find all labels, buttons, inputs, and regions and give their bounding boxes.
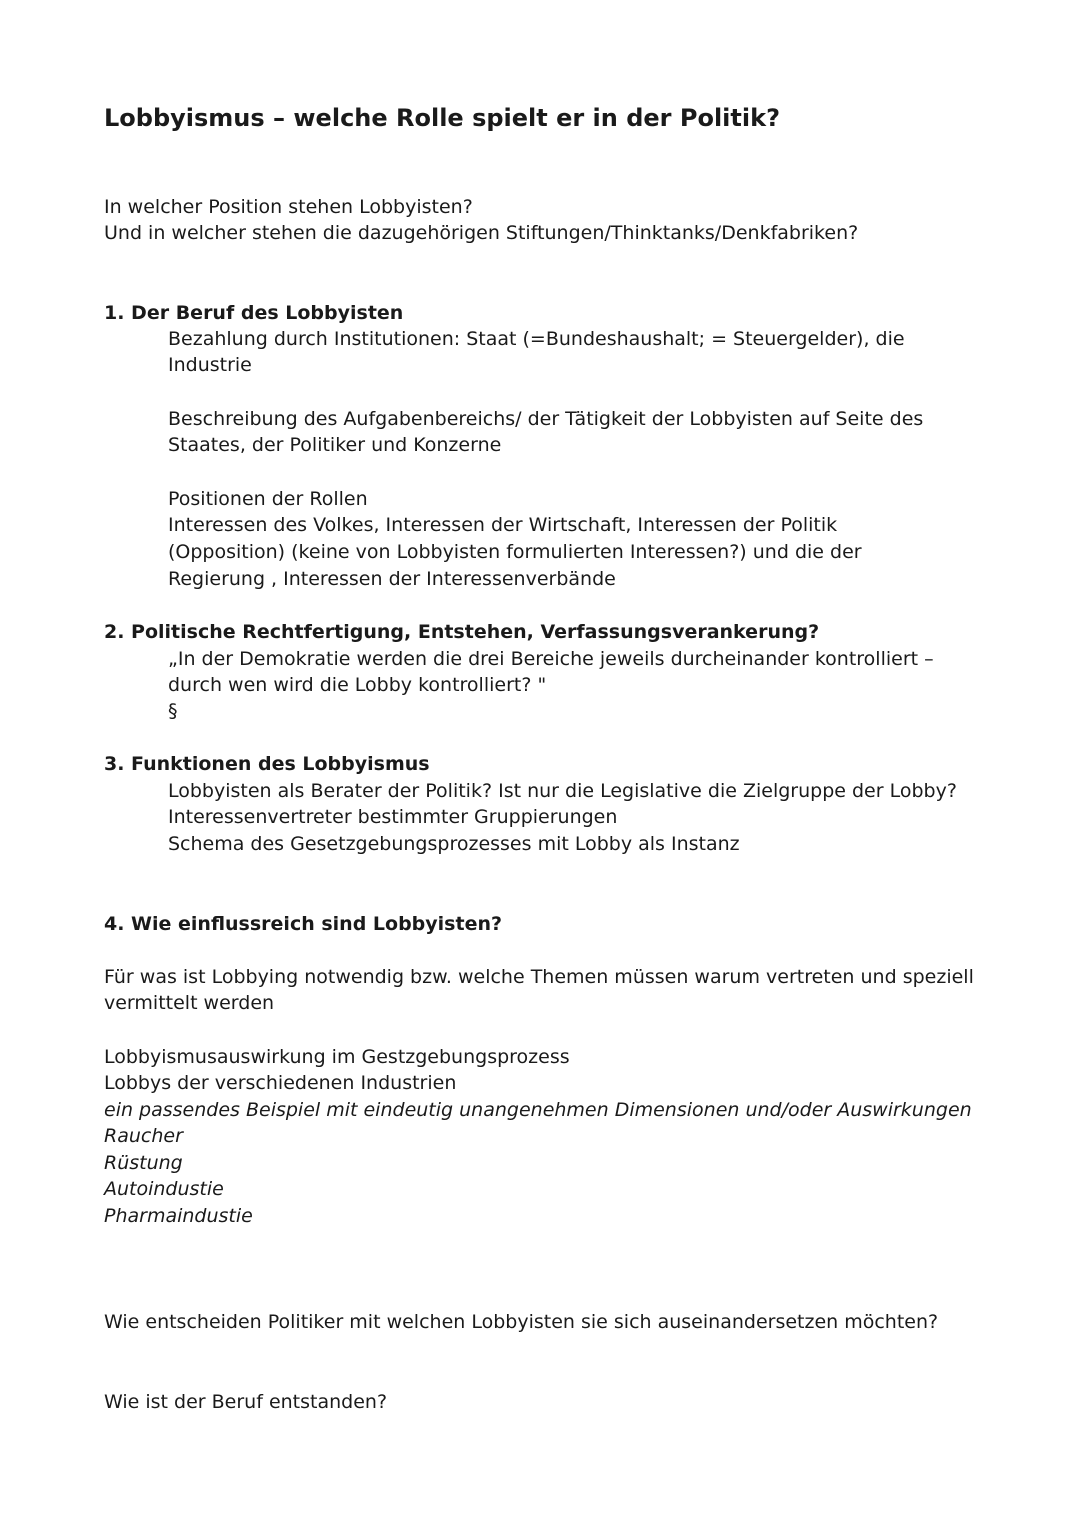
section-1-line: (Opposition) (keine von Lobbyisten formulierten Interessen?) und die der bbox=[168, 541, 862, 563]
section-1-line: Industrie bbox=[168, 354, 252, 376]
section-3-line: Schema des Gesetzgebungsprozesses mit Lobby als Instanz bbox=[168, 833, 740, 855]
intro-line: Und in welcher stehen die dazugehörigen Stiftungen/Thinktanks/Denkfabriken? bbox=[104, 222, 859, 244]
section-1-line: Beschreibung des Aufgabenbereichs/ der Tätigkeit der Lobbyisten auf Seite des bbox=[168, 408, 924, 430]
section-2-line: durch wen wird die Lobby kontrolliert? " bbox=[168, 674, 547, 696]
closing-question: Wie entscheiden Politiker mit welchen Lobbyisten sie sich auseinandersetzen möchten? bbox=[104, 1311, 939, 1333]
example-item: Autoindustie bbox=[104, 1178, 224, 1200]
section-3-line: Interessenvertreter bestimmter Gruppierungen bbox=[168, 806, 618, 828]
example-item: Pharmaindustie bbox=[104, 1205, 253, 1227]
section-3-line: Lobbyisten als Berater der Politik? Ist nur die Legislative die Zielgruppe der Lobby? bbox=[168, 780, 957, 802]
section-1-line: Interessen des Volkes, Interessen der Wirtschaft, Interessen der Politik bbox=[168, 514, 838, 536]
section-1-line: Bezahlung durch Institutionen: Staat (=Bundeshaushalt; = Steuergelder), die bbox=[168, 328, 905, 350]
section-4-line: Lobbyismusauswirkung im Gestzgebungsprozess bbox=[104, 1046, 570, 1068]
closing-question: Wie ist der Beruf entstanden? bbox=[104, 1391, 388, 1413]
section-4-line: Lobbys der verschiedenen Industrien bbox=[104, 1072, 457, 1094]
section-1-line: Regierung , Interessen der Interessenverbände bbox=[168, 568, 616, 590]
section-3-heading: 3. Funktionen des Lobbyismus bbox=[104, 753, 430, 775]
intro-line: In welcher Position stehen Lobbyisten? bbox=[104, 196, 473, 218]
section-2-line: „In der Demokratie werden die drei Bereiche jeweils durcheinander kontrolliert – bbox=[168, 648, 934, 670]
example-item: Raucher bbox=[104, 1125, 183, 1147]
example-item: Rüstung bbox=[104, 1152, 183, 1174]
section-1-line: Staates, der Politiker und Konzerne bbox=[168, 434, 502, 456]
section-4-line: vermittelt werden bbox=[104, 992, 275, 1014]
document-title: Lobbyismus – welche Rolle spielt er in der Politik? bbox=[104, 104, 780, 132]
section-1-heading: 1. Der Beruf des Lobbyisten bbox=[104, 302, 404, 324]
section-2-line: § bbox=[168, 700, 178, 722]
example-line: ein passendes Beispiel mit eindeutig unangenehmen Dimensionen und/oder Auswirkungen bbox=[104, 1099, 972, 1121]
section-1-line: Positionen der Rollen bbox=[168, 488, 368, 510]
section-2-heading: 2. Politische Rechtfertigung, Entstehen, Verfassungsverankerung? bbox=[104, 621, 820, 643]
section-4-heading: 4. Wie einflussreich sind Lobbyisten? bbox=[104, 913, 502, 935]
section-4-line: Für was ist Lobbying notwendig bzw. welche Themen müssen warum vertreten und speziell bbox=[104, 966, 974, 988]
